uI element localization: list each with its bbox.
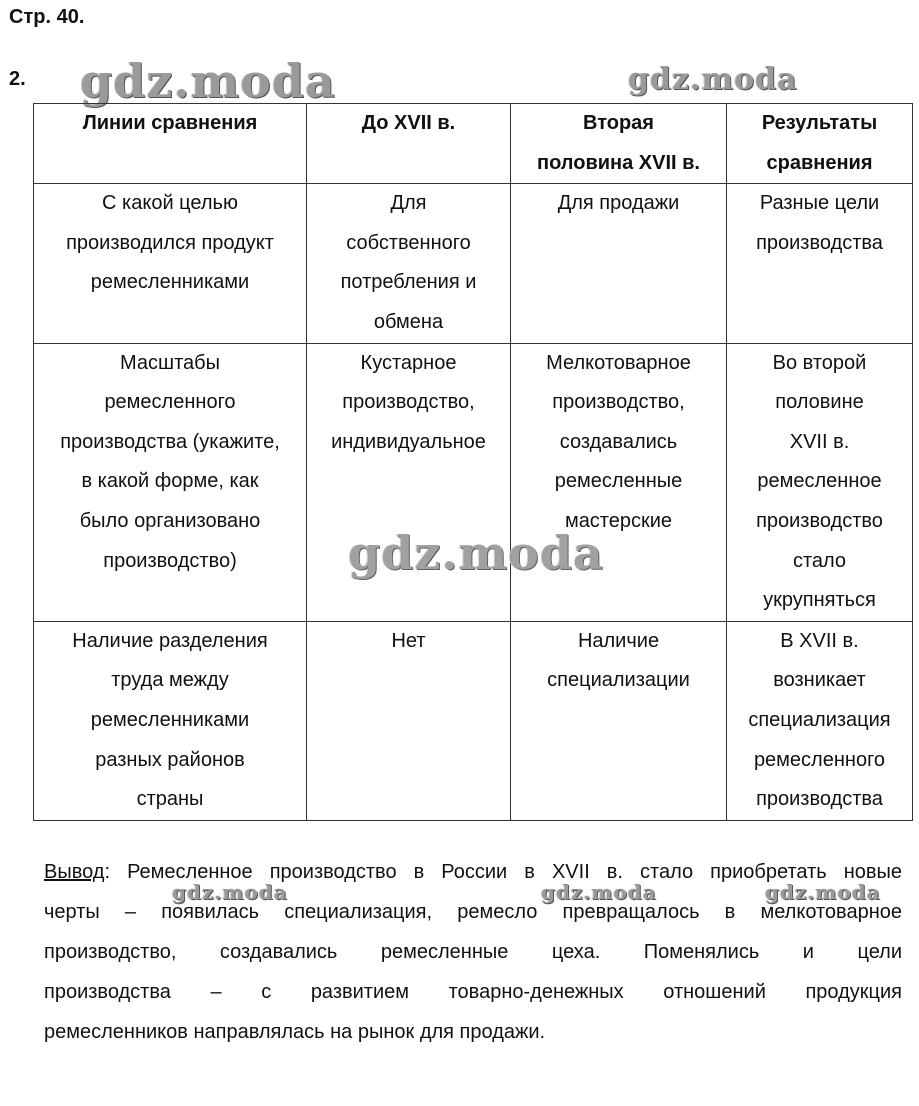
cell-line: С какой целью <box>102 192 238 215</box>
cell-line: производство, <box>342 391 475 414</box>
cell-line: Для <box>390 192 427 215</box>
watermark: gdz.moda <box>172 880 288 904</box>
cell-line: Кустарное <box>360 351 457 374</box>
table-cell <box>307 621 511 820</box>
cell-line: половина XVII в. <box>536 151 700 174</box>
conclusion-line: производство, создавались ремесленные цеха. Поменялись и цели <box>44 941 902 963</box>
table-cell <box>307 184 511 343</box>
page-label: Стр. 40. <box>9 6 85 28</box>
cell-line: Результаты <box>761 112 878 134</box>
conclusion-text: : Ремесленное производство в России в XVII в. стало приобретать новые <box>104 861 902 883</box>
cell-line: производства (укажите, <box>60 430 280 453</box>
cell-line: Наличие <box>577 629 660 652</box>
table-cell <box>511 621 727 820</box>
cell-line: Линии сравнения <box>82 112 258 134</box>
header-cell-comparison-lines <box>34 104 307 184</box>
table-cell <box>34 343 307 621</box>
header-cell-results <box>727 104 913 184</box>
watermark: gdz.moda <box>765 880 881 904</box>
cell-line: в какой форме, как <box>81 470 259 493</box>
cell-line: укрупняться <box>763 589 876 612</box>
conclusion-label: Вывод <box>44 861 105 883</box>
watermark: gdz.moda <box>348 526 604 580</box>
cell-line: производства <box>756 788 883 811</box>
comparison-table <box>33 103 913 821</box>
cell-line: обмена <box>373 310 444 333</box>
cell-line: Наличие разделения <box>72 629 268 652</box>
cell-line: собственного <box>346 231 471 254</box>
cell-line: ремесленное <box>757 470 882 493</box>
cell-line: мастерские <box>564 509 673 532</box>
table-cell <box>34 184 307 343</box>
table-row <box>34 621 913 820</box>
cell-line: Мелкотоварное <box>546 351 691 374</box>
cell-line: До XVII в. <box>361 112 456 134</box>
cell-line: возникает <box>773 669 866 692</box>
cell-line: ремесленниками <box>90 708 250 731</box>
cell-line: Масштабы <box>120 351 220 374</box>
cell-line: ремесленного <box>753 748 886 771</box>
cell-line: Для продажи <box>557 192 680 215</box>
cell-line: специализация <box>748 708 891 731</box>
cell-line: производство, <box>552 391 685 414</box>
task-number: 2. <box>9 68 26 90</box>
table-row <box>34 184 913 343</box>
cell-line: создавались <box>559 430 678 453</box>
table-cell <box>727 343 913 621</box>
cell-line: производства <box>756 231 883 254</box>
conclusion-line: ремесленников направлялась на рынок для продажи. <box>44 1021 546 1043</box>
table-cell <box>34 621 307 820</box>
cell-line: XVII в. <box>789 430 850 453</box>
cell-line: Вторая <box>583 112 654 134</box>
cell-line: индивидуальное <box>331 430 486 453</box>
cell-line: половине <box>775 391 864 414</box>
cell-line: производство <box>756 509 883 532</box>
cell-line: разных районов <box>95 748 245 771</box>
cell-line: потребления и <box>340 271 477 294</box>
cell-line: ремесленного <box>104 391 236 414</box>
cell-line: производился продукт <box>66 231 274 254</box>
cell-line: стало <box>792 549 847 572</box>
watermark: gdz.moda <box>628 62 798 97</box>
cell-line: производство) <box>103 549 237 572</box>
table-cell <box>727 621 913 820</box>
cell-line: труда между <box>111 669 229 692</box>
table-cell <box>511 184 727 343</box>
conclusion-line: черты – появилась специализация, ремесло превращалось в мелкотоварное <box>44 901 902 923</box>
cell-line: страны <box>136 788 204 811</box>
cell-line: сравнения <box>766 151 873 174</box>
cell-line: В XVII в. <box>780 629 859 652</box>
cell-line: было организовано <box>79 509 261 532</box>
cell-line: Нет <box>391 629 426 652</box>
header-cell-before-17th <box>307 104 511 184</box>
table-cell <box>727 184 913 343</box>
header-cell-second-half-17th <box>511 104 727 184</box>
cell-line: ремесленные <box>554 470 683 493</box>
conclusion-line: производства – с развитием товарно-денежных отношений продукция <box>44 981 902 1003</box>
watermark: gdz.moda <box>80 54 336 108</box>
cell-line: ремесленниками <box>90 271 250 294</box>
table-header-row <box>34 104 913 184</box>
cell-line: Во второй <box>772 351 867 374</box>
cell-line: Разные цели <box>759 192 880 215</box>
watermark: gdz.moda <box>541 880 657 904</box>
cell-line: специализации <box>547 669 690 692</box>
